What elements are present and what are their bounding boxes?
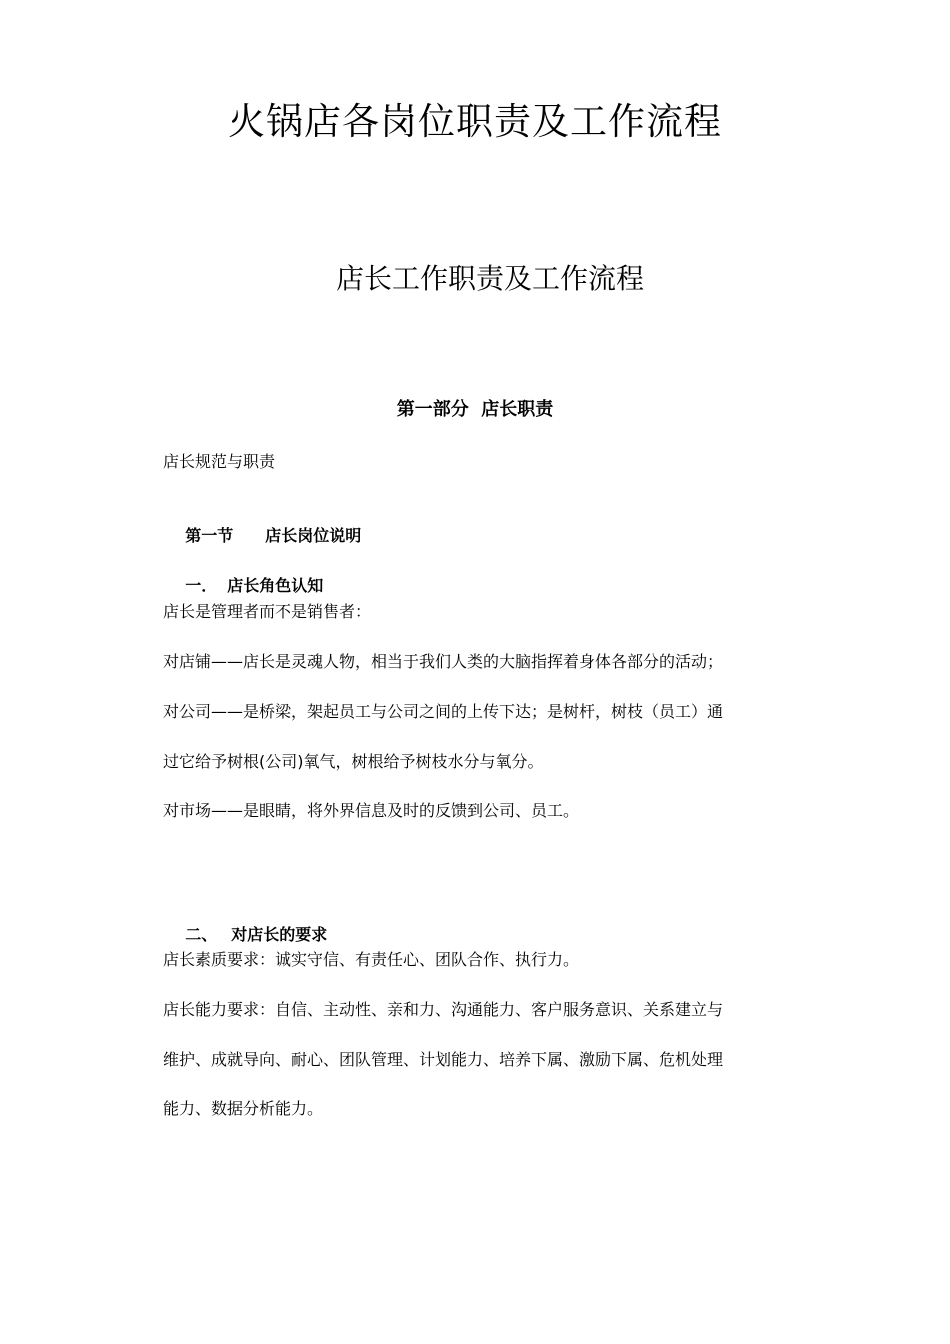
role-line: 对店铺——店长是灵魂人物，相当于我们人类的大脑指挥着身体各部分的活动； [163, 652, 724, 671]
requirement-line: 店长能力要求：自信、主动性、亲和力、沟通能力、客户服务意识、关系建立与 [163, 1000, 724, 1019]
requirement-line: 店长素质要求：诚实守信、有责任心、团队合作、执行力。 [163, 950, 580, 969]
item1-number: 一． [185, 576, 218, 595]
role-line: 过它给予树根(公司)氧气，树根给予树枝水分与氧分。 [163, 752, 544, 771]
document-title: 火锅店各岗位职责及工作流程 [228, 100, 722, 143]
item1-title: 店长角色认知 [227, 576, 324, 595]
part-heading: 第一部分 店长职责 [396, 399, 554, 420]
item2-number: 二、 [185, 925, 218, 944]
intro-text: 店长规范与职责 [163, 452, 276, 471]
requirement-line: 维护、成就导向、耐心、团队管理、计划能力、培养下属、激励下属、危机处理 [163, 1050, 724, 1069]
document-subtitle: 店长工作职责及工作流程 [335, 262, 644, 295]
section-number: 第一节 [185, 526, 234, 545]
role-line: 对公司——是桥梁，架起员工与公司之间的上传下达；是树杆，树枝（员工）通 [163, 702, 724, 721]
role-line: 对市场——是眼睛，将外界信息及时的反馈到公司、员工。 [163, 801, 580, 820]
requirement-line: 能力、数据分析能力。 [163, 1099, 324, 1118]
role-line: 店长是管理者而不是销售者： [163, 602, 372, 621]
item2-title: 对店长的要求 [231, 925, 328, 944]
section-title: 店长岗位说明 [265, 526, 362, 545]
